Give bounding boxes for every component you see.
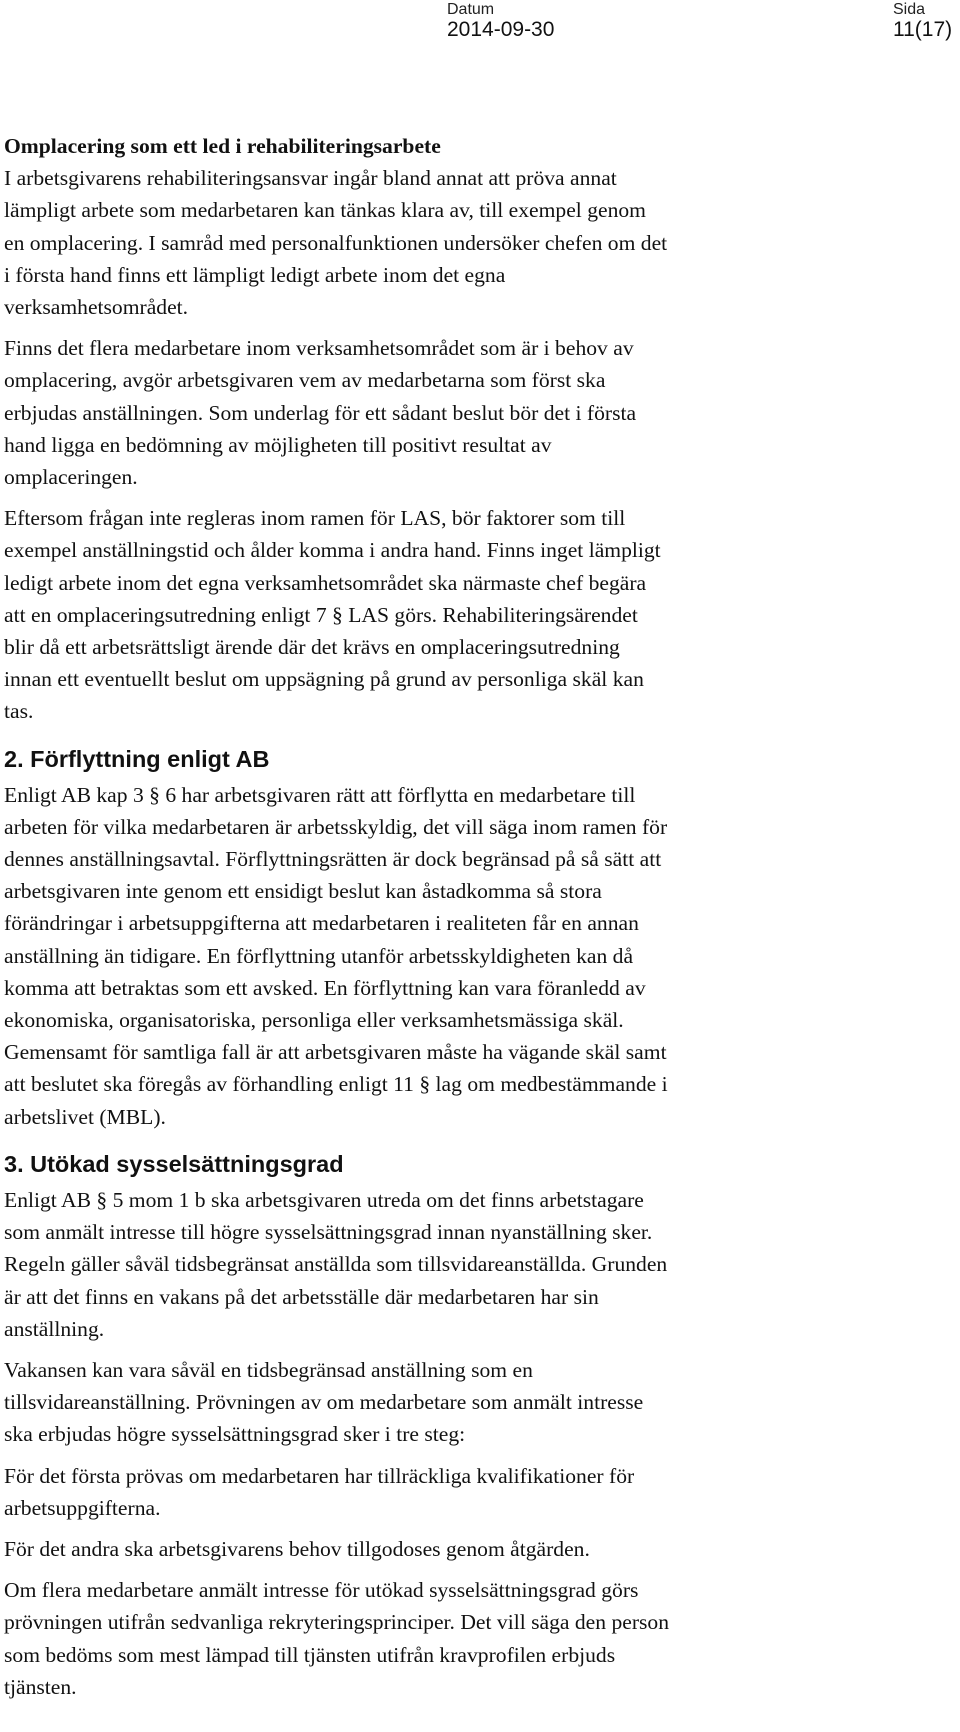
text-line: Regeln gäller såväl tidsbegränsat anställda som tillsvidareanställda. Grunden xyxy=(4,1252,668,1277)
text-line: Gemensamt för samtliga fall är att arbetsgivaren måste ha vägande skäl samt xyxy=(4,1040,667,1065)
text-line: innan ett eventuellt beslut om uppsägning på grund av personliga skäl kan xyxy=(4,667,644,692)
text-line: prövningen utifrån sedvanliga rekryteringsprinciper. Det vill säga den person xyxy=(4,1610,670,1635)
text-line: arbetsgivaren inte genom ett ensidigt beslut kan åstadkomma så stora xyxy=(4,879,602,904)
text-line: arbetslivet (MBL). xyxy=(4,1104,166,1129)
text-line: För det första prövas om medarbetaren har tillräckliga kvalifikationer för xyxy=(4,1463,635,1488)
text-line: som anmält intresse till högre sysselsättningsgrad innan nyanställning sker. xyxy=(4,1220,653,1245)
text-line: Enligt AB § 5 mom 1 b ska arbetsgivaren utreda om det finns arbetstagare xyxy=(4,1187,644,1212)
text-line: i första hand finns ett lämpligt ledigt arbete inom det egna xyxy=(4,262,506,287)
text-line: förändringar i arbetsuppgifterna att medarbetaren i realiteten får en annan xyxy=(4,911,639,936)
text-line: ska erbjudas högre sysselsättningsgrad sker i tre steg: xyxy=(4,1422,466,1447)
paragraph xyxy=(4,1460,944,1524)
section-heading-forflyttning: 2. Förflyttning enligt AB xyxy=(4,745,270,772)
text-line: hand ligga en bedömning av möjligheten till positivt resultat av xyxy=(4,432,552,457)
page-header xyxy=(0,0,960,60)
paragraph xyxy=(4,779,944,1133)
page-label: Sida xyxy=(893,1,926,18)
text-line: blir då ett arbetsrättsligt ärende där det krävs en omplaceringsutredning xyxy=(4,635,620,660)
text-line: För det andra ska arbetsgivarens behov tillgodoses genom åtgärden. xyxy=(4,1536,590,1561)
text-line: en omplacering. I samråd med personalfunktionen undersöker chefen om det xyxy=(4,230,668,255)
document-body xyxy=(4,130,944,1703)
text-line: arbetsuppgifterna. xyxy=(4,1495,161,1520)
paragraph xyxy=(4,1533,944,1565)
text-line: tas. xyxy=(4,699,34,724)
text-line: arbeten för vilka medarbetaren är arbetsskyldig, det vill säga inom ramen för xyxy=(4,814,668,839)
text-line: I arbetsgivarens rehabiliteringsansvar ingår bland annat att pröva annat xyxy=(4,166,617,191)
text-line: Om flera medarbetare anmält intresse för utökad sysselsättningsgrad görs xyxy=(4,1578,639,1603)
text-line: ledigt arbete inom det egna verksamhetsområdet ska närmaste chef begära xyxy=(4,570,647,595)
section-heading-sysselsattningsgrad: 3. Utökad sysselsättningsgrad xyxy=(4,1150,344,1177)
text-line: Vakansen kan vara såväl en tidsbegränsad anställning som en xyxy=(4,1357,533,1382)
date-label: Datum xyxy=(447,1,495,18)
text-line: är att det finns en vakans på det arbetsställe där medarbetaren har sin xyxy=(4,1284,599,1309)
text-line: lämpligt arbete som medarbetaren kan tänkas klara av, till exempel genom xyxy=(4,198,646,223)
text-line: som bedöms som mest lämpad till tjänsten utifrån kravprofilen erbjuds xyxy=(4,1642,616,1667)
paragraph xyxy=(4,162,944,323)
text-line: exempel anställningstid och ålder komma i andra hand. Finns inget lämpligt xyxy=(4,538,661,563)
text-line: att beslutet ska föregås av förhandling enligt 11 § lag om medbestämmande i xyxy=(4,1072,668,1097)
text-line: tjänsten. xyxy=(4,1674,77,1699)
paragraph xyxy=(4,1574,944,1703)
text-line: att en omplaceringsutredning enligt 7 § LAS görs. Rehabiliteringsärendet xyxy=(4,602,638,627)
text-line: Eftersom frågan inte regleras inom ramen för LAS, bör faktorer som till xyxy=(4,506,626,531)
paragraph xyxy=(4,1184,944,1345)
text-line: omplaceringen. xyxy=(4,465,138,490)
page-number: 11(17) xyxy=(893,18,953,41)
text-line: anställning än tidigare. En förflyttning utanför arbetsskyldigheten kan då xyxy=(4,943,634,968)
text-line: dennes anställningsavtal. Förflyttningsrätten är dock begränsad på så sätt att xyxy=(4,847,662,872)
section-title-omplacering: Omplacering som ett led i rehabiliteringsarbete xyxy=(4,134,441,158)
text-line: tillsvidareanställning. Prövningen av om medarbetare som anmält intresse xyxy=(4,1390,644,1415)
text-line: Finns det flera medarbetare inom verksamhetsområdet som är i behov av xyxy=(4,336,634,361)
paragraph xyxy=(4,1354,944,1451)
text-line: omplacering, avgör arbetsgivaren vem av medarbetarna som först ska xyxy=(4,368,606,393)
paragraph xyxy=(4,332,944,493)
text-line: erbjudas anställningen. Som underlag för ett sådant beslut bör det i första xyxy=(4,400,637,425)
text-line: ekonomiska, organisatoriska, personliga eller verksamhetsmässiga skäl. xyxy=(4,1008,624,1033)
text-line: Enligt AB kap 3 § 6 har arbetsgivaren rätt att förflytta en medarbetare till xyxy=(4,782,636,807)
date-value: 2014-09-30 xyxy=(447,18,555,41)
text-line: komma att betraktas som ett avsked. En förflyttning kan vara föranledd av xyxy=(4,975,646,1000)
text-line: anställning. xyxy=(4,1316,105,1341)
text-line: verksamhetsområdet. xyxy=(4,295,189,320)
paragraph xyxy=(4,502,944,727)
